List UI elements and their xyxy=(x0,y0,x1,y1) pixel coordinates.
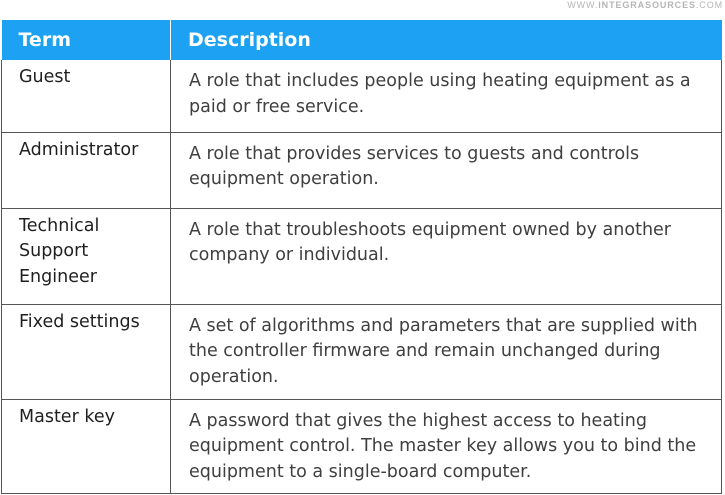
terms-table xyxy=(1,20,722,494)
watermark-suffix: .COM xyxy=(695,0,723,10)
watermark-brand: INTEGRASOURCES xyxy=(598,0,696,10)
header-description: Description xyxy=(171,20,722,60)
description-cell: A role that provides services to guests and controls equipment operation. xyxy=(171,132,722,208)
table-row xyxy=(2,132,722,208)
description-cell: A set of algorithms and parameters that are supplied with the controller firmware and remain unchanged during operation. xyxy=(171,304,722,399)
table-header-row xyxy=(2,20,722,60)
description-cell: A password that gives the highest access to heating equipment control. The master key allows you to bind the equipment to a single-board computer. xyxy=(171,399,722,493)
term-cell: Guest xyxy=(2,60,171,132)
table-row xyxy=(2,399,722,493)
term-cell: Administrator xyxy=(2,132,171,208)
term-cell: Master key xyxy=(2,399,171,493)
watermark xyxy=(567,0,723,11)
description-cell: A role that includes people using heating equipment as a paid or free service. xyxy=(171,60,722,132)
table-row xyxy=(2,304,722,399)
term-cell: Fixed settings xyxy=(2,304,171,399)
watermark-prefix: WWW. xyxy=(567,0,599,10)
table-row xyxy=(2,60,722,132)
table-row xyxy=(2,208,722,304)
description-cell: A role that troubleshoots equipment owned by another company or individual. xyxy=(171,208,722,304)
term-cell: Technical Support Engineer xyxy=(2,208,171,304)
header-term: Term xyxy=(2,20,171,60)
